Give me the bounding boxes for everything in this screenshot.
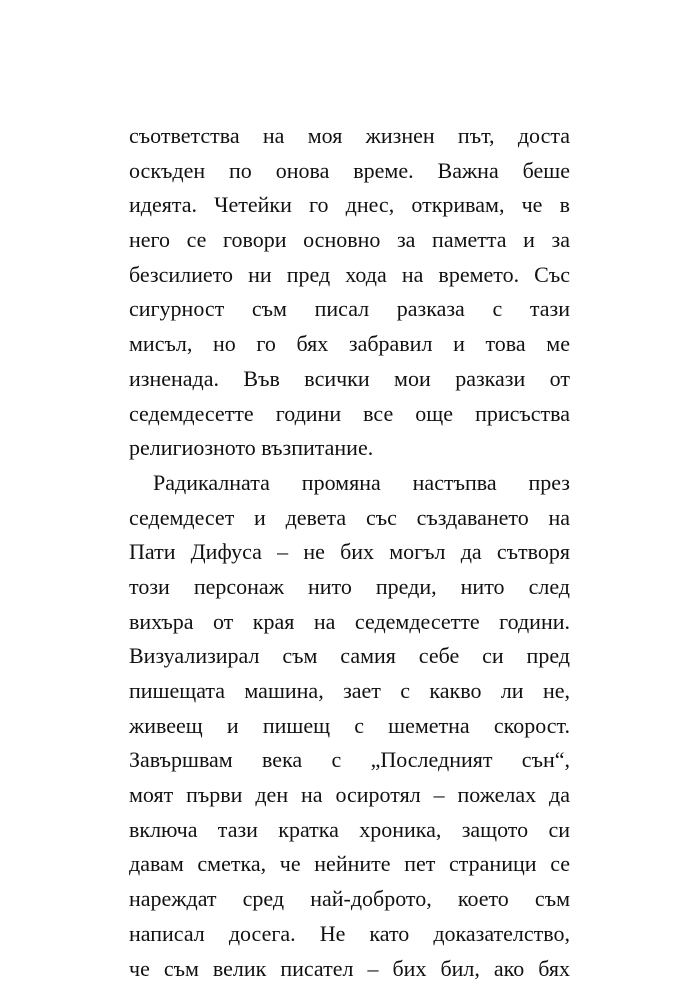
text-line: този персонаж нито преди, нито след: [129, 573, 570, 599]
text-line: съответства на моя жизнен път, доста: [129, 123, 570, 148]
text-line-paragraph-end: религиозното възпитание.: [129, 435, 374, 461]
text-line: него се говори основно за паметта и за: [129, 227, 570, 253]
text-line: седемдесетте години все още присъства: [129, 400, 570, 426]
text-line: идеята. Четейки го днес, откривам, че в: [129, 192, 570, 218]
text-line: безсилието ни пред хода на времето. Със: [129, 261, 570, 287]
text-line: написал досега. Не като доказателство,: [129, 920, 570, 946]
text-line: Визуализирал съм самия себе си пред: [129, 643, 570, 669]
text-line: сигурност съм писал разказа с тази: [129, 296, 570, 322]
text-line: живеещ и пишещ с шеметна скорост.: [129, 712, 570, 738]
text-line: пишещата машина, зает с какво ли не,: [129, 678, 570, 703]
text-line: изненада. Във всички мои разкази от: [129, 365, 570, 391]
text-line: Завършвам века с „Последният сън“,: [129, 747, 570, 773]
text-line: моят първи ден на осиротял – пожелах да: [129, 782, 570, 808]
body-text: [129, 119, 570, 986]
text-line: седемдесет и девета със създаването на: [129, 504, 570, 530]
text-line: давам сметка, че нейните пет страници се: [129, 851, 570, 877]
text-line: нареждат сред най-доброто, което съм: [129, 886, 570, 912]
text-line-paragraph-start: Радикалната промяна настъпва през: [153, 469, 570, 495]
text-line: че съм велик писател – бих бил, ако бях: [129, 955, 570, 981]
text-line: Пати Дифуса – не бих могъл да сътворя: [129, 539, 570, 565]
text-line: оскъден по онова време. Важна беше: [129, 157, 570, 183]
text-line: мисъл, но го бях забравил и това ме: [129, 331, 570, 357]
text-line: включа тази кратка хроника, защото си: [129, 816, 570, 842]
text-line: вихъра от края на седемдесетте години.: [129, 608, 570, 634]
